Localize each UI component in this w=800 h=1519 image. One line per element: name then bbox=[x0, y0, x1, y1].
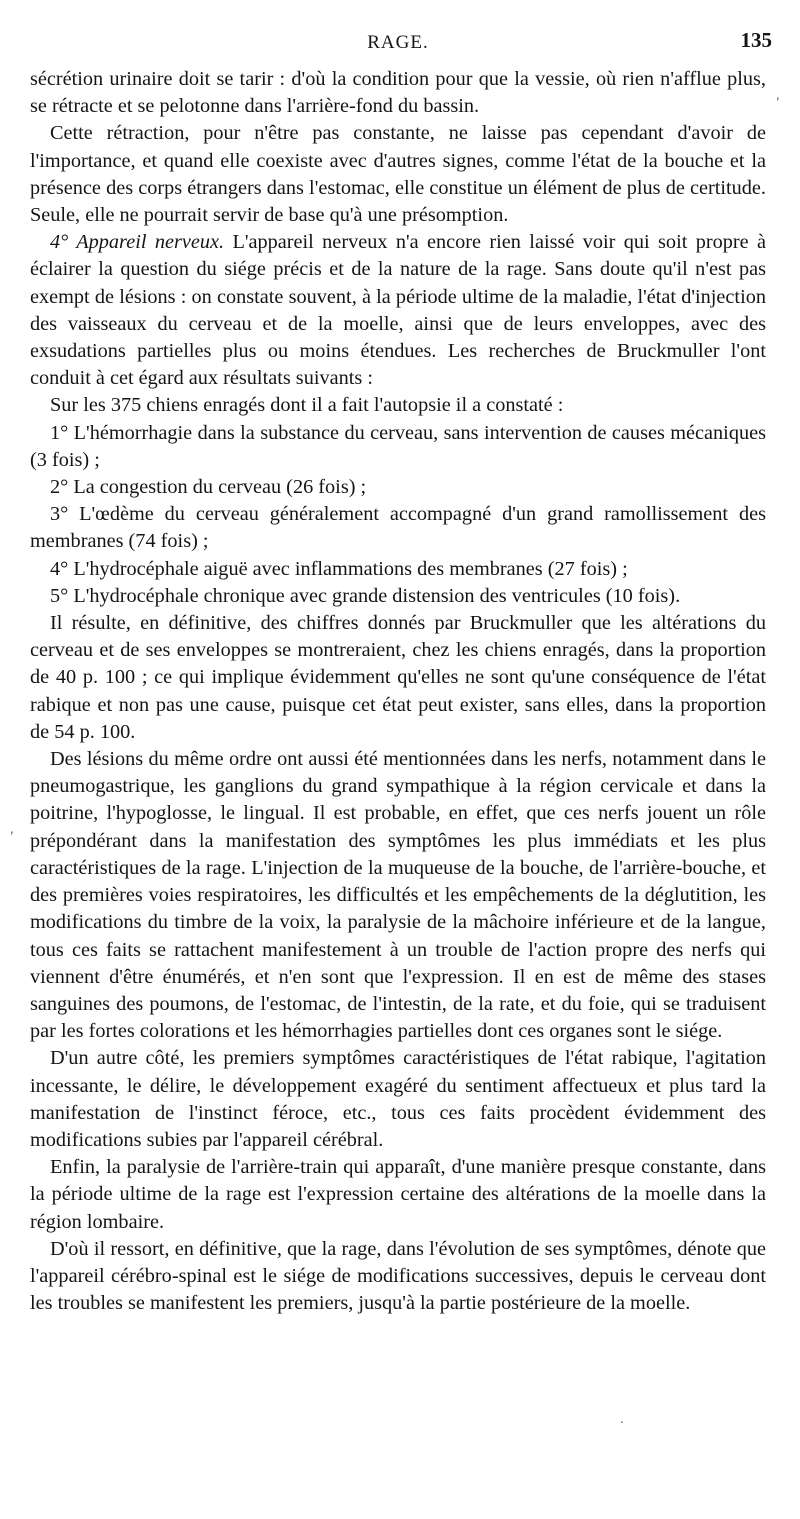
list-item bbox=[30, 474, 766, 501]
body-text bbox=[30, 66, 766, 1317]
list-item bbox=[30, 583, 766, 610]
paragraph-text: 1° L'hémorrhagie dans la substance du cerveau, sans intervention de causes mécaniques (3 fois) ; bbox=[30, 421, 766, 471]
paragraph bbox=[30, 229, 766, 392]
print-speck: . bbox=[620, 1412, 624, 1426]
print-speck: , bbox=[776, 88, 780, 102]
paragraph bbox=[30, 1236, 766, 1318]
paragraph bbox=[30, 746, 766, 1045]
paragraph-text: Il résulte, en définitive, des chiffres donnés par Bruckmuller que les altérations du cerveau et de ses enveloppes se montreraient, chez les chiens enragés, dans la proportion de 40 p. 100 ; ce qui implique évidemment qu'elles ne sont qu'une conséquence de l'état rabique et non pas une cause, puisque cet état peut exister, sans elles, dans la proportion de 54 p. 100. bbox=[30, 612, 766, 743]
list-item bbox=[30, 501, 766, 555]
paragraph-text: D'où il ressort, en définitive, que la rage, dans l'évolution de ses symptômes, dénote que l'appareil cérébro-spinal est le siége de modifications successives, depuis le cerveau dont les troubles se manifestent les premiers, jusqu'à la partie postérieure de la moelle. bbox=[30, 1237, 766, 1315]
paragraph-text: Cette rétraction, pour n'être pas constante, ne laisse pas cependant d'avoir de l'importance, et quand elle coexiste avec d'autres signes, comme l'état de la bouche et la présence des corps étrangers dans l'estomac, elle constitue un élément de plus de certitude. Seule, elle ne pourrait servir de base qu'à une présomption. bbox=[30, 122, 766, 227]
paragraph bbox=[30, 392, 766, 419]
paragraph bbox=[30, 1045, 766, 1154]
list-item bbox=[30, 420, 766, 474]
list-item bbox=[30, 556, 766, 583]
paragraph-text: Des lésions du même ordre ont aussi été mentionnées dans les nerfs, notamment dans le pneumogastrique, les ganglions du grand sympathique à la région cervicale et dans la poitrine, l'hypoglosse, le lingual. Il est probable, en effet, que ces nerfs jouent un rôle prépondérant dans la manifestation des symptômes les plus immédiats et les plus caractéristiques de la rage. L'injection de la muqueuse de la bouche, de l'arrière-bouche, et des premières voies respiratoires, les difficultés et les empêchements de la déglutition, les modifications du timbre de la voix, la paralysie de la mâchoire inférieure et de la langue, tous ces faits se rattachent manifestement à un trouble de l'action propre des nerfs qui viennent d'être énumérés, et n'en sont que l'expression. Il en est de même des stases sanguines des poumons, de l'estomac, de l'intestin, de la rate, et du foie, qui se traduisent par les fortes colorations et les hémorrhagies partielles dont ces organes sont le siége. bbox=[30, 748, 766, 1043]
paragraph-text: 4° L'hydrocéphale aiguë avec inflammations des membranes (27 fois) ; bbox=[50, 557, 628, 580]
page-header bbox=[30, 28, 772, 58]
paragraph-text: Enfin, la paralysie de l'arrière-train qui apparaît, d'une manière presque constante, dans la période ultime de la rage est l'expression certaine des altérations de la moelle dans la région lombaire. bbox=[30, 1156, 766, 1233]
paragraph-text: L'appareil nerveux n'a encore rien laissé voir qui soit propre à éclairer la question du siége précis et de la nature de la rage. Sans doute qu'il n'est pas exempt de lésions : on constate souvent, à la période ultime de la maladie, l'état d'injection des vaisseaux du cerveau et de la moelle, ainsi que de leurs enveloppes, avec des exsudations partielles plus ou moins étendues. Les recherches de Bruckmuller l'ont conduit à cet égard aux résultats suivants : bbox=[30, 231, 767, 390]
section-heading: 4° Appareil nerveux. bbox=[50, 231, 225, 254]
print-speck: , bbox=[10, 822, 14, 836]
paragraph-text: 3° L'œdème du cerveau généralement accompagné d'un grand ramollissement des membranes (74 fois) ; bbox=[30, 503, 766, 553]
paragraph-text: Sur les 375 chiens enragés dont il a fait l'autopsie il a constaté : bbox=[50, 394, 564, 417]
page bbox=[30, 28, 772, 1317]
paragraph bbox=[30, 66, 766, 120]
page-number: 135 bbox=[740, 28, 772, 52]
paragraph bbox=[30, 1154, 766, 1236]
paragraph bbox=[30, 120, 766, 229]
running-title: RAGE. bbox=[367, 32, 429, 53]
paragraph-text: sécrétion urinaire doit se tarir : d'où la condition pour que la vessie, où rien n'afflue plus, se rétracte et se pelotonne dans l'arrière-fond du bassin. bbox=[30, 68, 766, 118]
paragraph-text: 2° La congestion du cerveau (26 fois) ; bbox=[50, 476, 367, 499]
paragraph-text: D'un autre côté, les premiers symptômes caractéristiques de l'état rabique, l'agitation incessante, le délire, le développement exagéré du sentiment affectueux et plus tard la manifestation de l'instinct féroce, etc., tous ces faits procèdent évidemment des modifications subies par l'appareil cérébral. bbox=[30, 1047, 766, 1151]
paragraph-text: 5° L'hydrocéphale chronique avec grande distension des ventricules (10 fois). bbox=[50, 584, 681, 607]
paragraph bbox=[30, 610, 766, 746]
